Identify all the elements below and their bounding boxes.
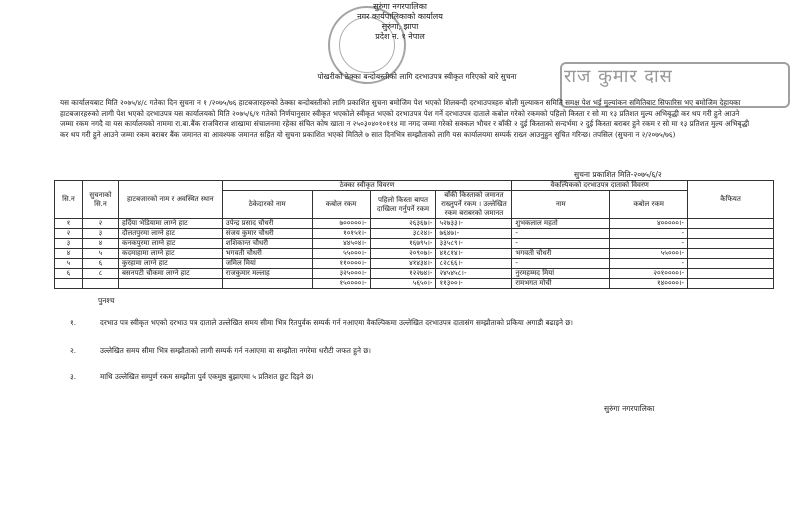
header-line-1: सुरुंगा नगरपालिका [373,2,427,11]
note-item [70,318,760,328]
table-row: ४ ५ कदमाहामा लाग्ने हाट भगवती चौधरी ५५०००।- २०९०७।- ४१८१४।- भगवती चौधरी ५५०००।- [55,249,774,259]
col-market: हाटबजारको नाम र अवस्थित स्थान [118,181,222,219]
col-bid: कबोल रकम [312,191,370,219]
note-text: उल्लेखित समय सीमा भित्र सम्झौताको लागी सम्पर्क गर्न नआएमा वा सम्झौता नगरेमा धरौटी जफत हुने छ। [100,346,372,355]
col-alternate-group: वैकल्पिकको दरभाउपत्र दाताको विवरण [512,181,688,191]
note-item [70,372,760,382]
header-line-3: सुरुंगा, झापा [381,22,419,31]
col-contractor: ठेकेदारको नाम [222,191,312,219]
table-row: १५००००।- ५६५०।- ११३००।- रामभगत मोची १४००००।- [55,279,774,289]
table-row: ३ ४ कनकपुरमा लाग्ने हाट शशिकान्त चौधरी ४४५०४।- १६७९५।- ३३५८९।- - - [55,239,774,249]
contract-table [54,180,774,289]
col-accepted-group: ठेक्का स्वीकृत विवरण [222,181,512,191]
note-item [70,346,760,356]
col-alt-name: नाम [512,191,610,219]
stamp-text: राज कुमार दास [564,66,673,87]
note-number: ३. [70,372,77,381]
table-row: ६ ८ बसनपटी चौकमा लाग्ने हाट राजकुमार मल्लाह ३२५०००।- १२२७४।- २४५४५८।- नुरमहम्मद मियां २०१००००।- [55,269,774,279]
table-row: २ ३ दौलतपुरमा लाग्ने हाट संजय कुमार चौधरी १०१५१।- ३८२४।- ७६४७।- - - [55,229,774,239]
note-number: २. [70,346,77,355]
postscript-label: पुनश्च [98,296,115,305]
office-header [250,2,550,42]
publish-date: सुचना प्रकाशित मिति-२०७५/६/२ [574,170,662,179]
notice-title: पोखरीको ठेक्का बन्दोबस्तीको लागि दरभाउपत्र स्वीकृत गरिएको बारे सुचना [317,72,517,81]
col-first-installment: पहिलो किस्ता बापत दाखिला गर्नुपर्ने रकम [370,191,436,219]
note-text: दरभाउ पत्र स्वीकृत भएको दरभाउ पत्र दाताले उल्लेखित समय सीमा भित्र रितपुर्वक सम्पर्क गर्न नआएमा वैकल्पिकमा उल्लेखित दरभाउपत्र दातासंग सम्झौताको प्रकिया अगाडी बढाइने छ। [100,318,574,327]
notice-paragraph: यस कार्यालयबाट मिति २०७५/४/८ गतेका दिन सुचना न १ /२०७५/७६ हाटबजारहरुको ठेक्का बन्दोबस्तीको लागि प्रकाशित सुचना बमोजिम पेश भएको शिलबन्दी दरभाउपत्रहरु बोली मुल्याकन समिति समक्ष पेश भई मुल्यांकन समितिबाट सिफारिस भए बमोजिम देहायका हाटबजारहरुको लागी पेश भएको दरभाउपत्र यस कार्यालयको मिति २०७५/६/१ गतेको निर्णयानुसार स्वीकृत भएकोले स्वीकृत भएको दरभाउपत्र पेश गर्ने दरभाउपत्र दाताले कबोल गरेको रकमको पहिलो किस्ता र सो मा १३ प्रतिशत मुल्य अभिबृद्धी कर थप गरी हुने आउने जम्मा रकम नगदै वा यस कार्यालयको नाममा रा.बा.बैंक राजविराज शाखामा संचालनमा रहेका संचित कोष खाता न २५०३०४०१०११४ मा नगद जम्मा गरेको सक्कल भौचर र बाँकी २ दुई किस्ताको सन्दर्भमा २ दुई किस्ता बराबर हुने रकम र सो मा १३ प्रतिशत मुल्य अभिबृद्धी कर थप गरी हुने आउने जम्मा रकम बराबर बैंक जमानत वा आवश्यक जमानत सहित यो सुचना प्रकाशित भएको मितिले ७ सात दिनभित्र सम्झौताको लागि यस कार्यालयमा सम्पर्क राख्न आउनुहुन सुचित गरिन्छ। तपसिल (सुचना न २/२०७५/७६) [60,98,750,139]
header-line-2: नगर कार्यपालिकाको कार्यालय [357,12,443,21]
col-notice-sn: सुचनाको सि.न [82,181,118,219]
note-number: १. [70,318,77,327]
col-remaining: बाँकी किस्ताको जमानत राख्नुपर्ने रकम । उल्लेखित रकम बराबरको जमानत [436,191,512,219]
table-row: ५ ६ कुरहामा लाग्ने हाट जमिल मियां ११००००।- ४१४३४।- ८२८६६।- - - [55,259,774,269]
table-row: १ २ हर्दिया भेडियामा लाग्ने हाट उपेन्द्र प्रसाद चौधरी ७०००००।- २६३६७।- ५२७३३।- शुभकलाल महतो ४०००००।- [55,219,774,229]
col-remarks: कैफियत [688,181,774,219]
note-text: माथि उल्लेखित सम्पुर्ण रकम सम्झौता पुर्व एकमुष्ठ बुझाएमा ५ प्रतिशत छुट दिइने छ। [100,372,314,381]
col-sn: सि.न [55,181,83,219]
header-line-4: प्रदेश न. १ नेपाल [375,32,425,41]
signature-office: सुरुंगा नगरपालिका [604,404,655,413]
col-alt-bid: कबोल रकम [610,191,688,219]
